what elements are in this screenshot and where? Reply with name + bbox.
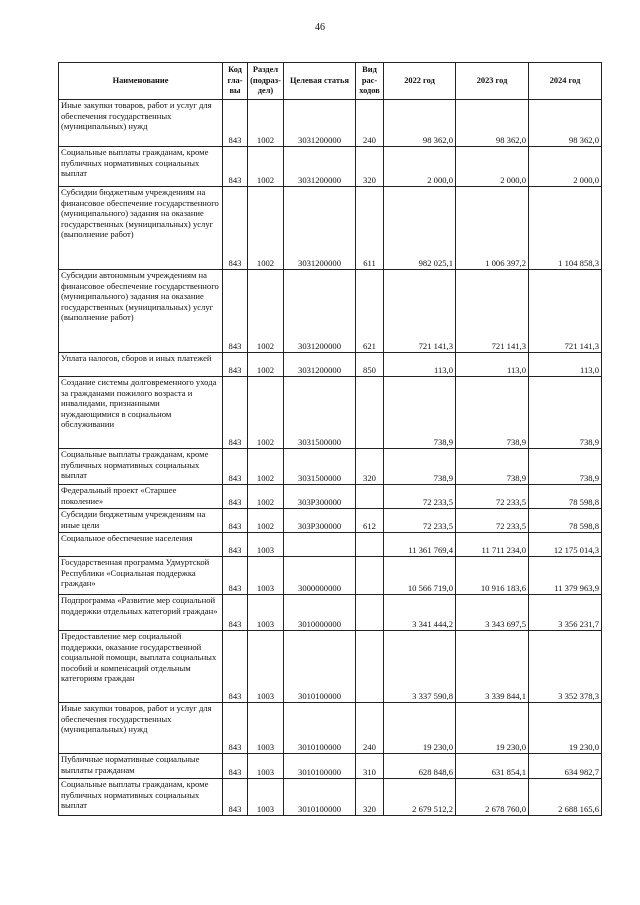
header-2022: 2022 год xyxy=(384,63,456,100)
cell-name: Социальные выплаты гражданам, кроме публичных нормативных социальных выплат xyxy=(59,449,223,485)
table-row xyxy=(59,754,602,779)
cell-y2022: 2 679 512,2 xyxy=(384,779,456,816)
cell-razdel: 1003 xyxy=(248,631,284,703)
cell-vid: 320 xyxy=(356,147,384,187)
cell-y2024: 78 598,8 xyxy=(529,509,602,533)
table-row xyxy=(59,779,602,816)
cell-statya: 3010100000 xyxy=(284,754,356,779)
cell-y2023: 2 678 760,0 xyxy=(456,779,529,816)
cell-vid xyxy=(356,631,384,703)
cell-vid: 240 xyxy=(356,100,384,147)
cell-statya: 3031200000 xyxy=(284,353,356,377)
cell-y2024: 2 688 165,6 xyxy=(529,779,602,816)
cell-vid xyxy=(356,595,384,631)
header-kod: Код гла-вы xyxy=(223,63,248,100)
cell-name: Создание системы долговременного ухода за гражданами пожилого возраста и инвалидами, признанными нуждающимися в социальном обслуживании xyxy=(59,377,223,449)
cell-kod: 843 xyxy=(223,595,248,631)
cell-y2022: 98 362,0 xyxy=(384,100,456,147)
cell-y2023: 1 006 397,2 xyxy=(456,187,529,270)
cell-y2024: 3 352 378,3 xyxy=(529,631,602,703)
cell-statya: 3031500000 xyxy=(284,377,356,449)
cell-name: Государственная программа Удмуртской Республики «Социальная поддержка граждан» xyxy=(59,557,223,595)
cell-razdel: 1002 xyxy=(248,353,284,377)
cell-statya: 3000000000 xyxy=(284,557,356,595)
cell-name: Иные закупки товаров, работ и услуг для обеспечения государственных (муниципальных) нужд xyxy=(59,703,223,754)
cell-statya: 3010100000 xyxy=(284,779,356,816)
header-statya: Целевая статья xyxy=(284,63,356,100)
cell-statya: 3031500000 xyxy=(284,449,356,485)
table-row xyxy=(59,485,602,509)
cell-kod: 843 xyxy=(223,270,248,353)
cell-kod: 843 xyxy=(223,754,248,779)
cell-razdel: 1002 xyxy=(248,377,284,449)
cell-y2022: 628 848,6 xyxy=(384,754,456,779)
cell-vid xyxy=(356,533,384,557)
cell-vid: 850 xyxy=(356,353,384,377)
cell-statya: 303P300000 xyxy=(284,509,356,533)
cell-statya: 303P300000 xyxy=(284,485,356,509)
cell-y2023: 3 339 844,1 xyxy=(456,631,529,703)
table-row xyxy=(59,533,602,557)
cell-y2023: 10 916 183,6 xyxy=(456,557,529,595)
cell-razdel: 1003 xyxy=(248,779,284,816)
cell-y2022: 982 025,1 xyxy=(384,187,456,270)
table-header-row xyxy=(59,63,602,100)
cell-kod: 843 xyxy=(223,353,248,377)
cell-y2023: 721 141,3 xyxy=(456,270,529,353)
cell-y2024: 12 175 014,3 xyxy=(529,533,602,557)
cell-y2022: 721 141,3 xyxy=(384,270,456,353)
cell-vid: 320 xyxy=(356,779,384,816)
cell-kod: 843 xyxy=(223,147,248,187)
cell-razdel: 1002 xyxy=(248,449,284,485)
cell-name: Социальное обеспечение населения xyxy=(59,533,223,557)
cell-statya: 3031200000 xyxy=(284,270,356,353)
cell-statya: 3031200000 xyxy=(284,147,356,187)
cell-y2024: 19 230,0 xyxy=(529,703,602,754)
table-row xyxy=(59,557,602,595)
cell-name: Субсидии бюджетным учреждениям на финансовое обеспечение государственного (муниципального) задания на оказание государственных (муниципальных) услуг (выполнение работ) xyxy=(59,187,223,270)
cell-kod: 843 xyxy=(223,449,248,485)
cell-y2022: 3 341 444,2 xyxy=(384,595,456,631)
cell-vid: 310 xyxy=(356,754,384,779)
cell-statya: 3010000000 xyxy=(284,595,356,631)
table-row xyxy=(59,353,602,377)
cell-name: Субсидии бюджетным учреждениям на иные цели xyxy=(59,509,223,533)
cell-razdel: 1002 xyxy=(248,485,284,509)
cell-kod: 843 xyxy=(223,631,248,703)
cell-y2024: 78 598,8 xyxy=(529,485,602,509)
cell-y2024: 738,9 xyxy=(529,449,602,485)
cell-y2024: 1 104 858,3 xyxy=(529,187,602,270)
cell-y2022: 3 337 590,8 xyxy=(384,631,456,703)
cell-razdel: 1003 xyxy=(248,754,284,779)
cell-y2023: 98 362,0 xyxy=(456,100,529,147)
cell-name: Подпрограмма «Развитие мер социальной поддержки отдельных категорий граждан» xyxy=(59,595,223,631)
cell-kod: 843 xyxy=(223,187,248,270)
cell-y2022: 738,9 xyxy=(384,377,456,449)
cell-razdel: 1002 xyxy=(248,270,284,353)
cell-y2024: 2 000,0 xyxy=(529,147,602,187)
cell-kod: 843 xyxy=(223,557,248,595)
cell-y2023: 11 711 234,0 xyxy=(456,533,529,557)
header-2024: 2024 год xyxy=(529,63,602,100)
cell-vid: 240 xyxy=(356,703,384,754)
cell-name: Социальные выплаты гражданам, кроме публичных нормативных социальных выплат xyxy=(59,779,223,816)
cell-y2022: 2 000,0 xyxy=(384,147,456,187)
header-razdel: Раздел (подраз-дел) xyxy=(248,63,284,100)
cell-razdel: 1002 xyxy=(248,100,284,147)
cell-razdel: 1002 xyxy=(248,187,284,270)
cell-y2024: 634 982,7 xyxy=(529,754,602,779)
cell-name: Федеральный проект «Старшее поколение» xyxy=(59,485,223,509)
cell-y2023: 2 000,0 xyxy=(456,147,529,187)
cell-vid: 621 xyxy=(356,270,384,353)
table-row xyxy=(59,270,602,353)
cell-y2023: 113,0 xyxy=(456,353,529,377)
cell-vid xyxy=(356,377,384,449)
cell-razdel: 1003 xyxy=(248,533,284,557)
cell-vid xyxy=(356,485,384,509)
cell-y2022: 10 566 719,0 xyxy=(384,557,456,595)
cell-y2023: 19 230,0 xyxy=(456,703,529,754)
cell-y2022: 19 230,0 xyxy=(384,703,456,754)
header-vid: Вид рас-ходов xyxy=(356,63,384,100)
budget-table xyxy=(58,62,602,816)
cell-statya: 3031200000 xyxy=(284,187,356,270)
header-name: Наименование xyxy=(59,63,223,100)
cell-razdel: 1003 xyxy=(248,595,284,631)
cell-y2022: 72 233,5 xyxy=(384,509,456,533)
cell-y2024: 113,0 xyxy=(529,353,602,377)
cell-statya: 3010100000 xyxy=(284,631,356,703)
cell-y2022: 738,9 xyxy=(384,449,456,485)
cell-statya xyxy=(284,533,356,557)
cell-y2024: 98 362,0 xyxy=(529,100,602,147)
cell-statya: 3010100000 xyxy=(284,703,356,754)
cell-y2022: 72 233,5 xyxy=(384,485,456,509)
cell-kod: 843 xyxy=(223,100,248,147)
cell-y2022: 113,0 xyxy=(384,353,456,377)
cell-razdel: 1002 xyxy=(248,509,284,533)
cell-kod: 843 xyxy=(223,485,248,509)
cell-vid xyxy=(356,557,384,595)
cell-name: Иные закупки товаров, работ и услуг для обеспечения государственных (муниципальных) нужд xyxy=(59,100,223,147)
cell-name: Предоставление мер социальной поддержки, оказание государственной социальной помощи, выплата социальных пособий и компенсаций отдельным категориям граждан xyxy=(59,631,223,703)
cell-kod: 843 xyxy=(223,377,248,449)
table-row xyxy=(59,703,602,754)
cell-name: Социальные выплаты гражданам, кроме публичных нормативных социальных выплат xyxy=(59,147,223,187)
cell-kod: 843 xyxy=(223,509,248,533)
cell-razdel: 1002 xyxy=(248,147,284,187)
cell-kod: 843 xyxy=(223,533,248,557)
page-number: 46 xyxy=(315,22,325,33)
cell-kod: 843 xyxy=(223,779,248,816)
table-row xyxy=(59,509,602,533)
table-row xyxy=(59,187,602,270)
table-row xyxy=(59,147,602,187)
cell-y2022: 11 361 769,4 xyxy=(384,533,456,557)
header-2023: 2023 год xyxy=(456,63,529,100)
cell-y2023: 72 233,5 xyxy=(456,485,529,509)
table-row xyxy=(59,377,602,449)
cell-y2023: 738,9 xyxy=(456,449,529,485)
cell-statya: 3031200000 xyxy=(284,100,356,147)
cell-y2023: 3 343 697,5 xyxy=(456,595,529,631)
cell-name: Субсидии автономным учреждениям на финансовое обеспечение государственного (муниципального) задания на оказание государственных (муниципальных) услуг (выполнение работ) xyxy=(59,270,223,353)
cell-vid: 320 xyxy=(356,449,384,485)
table-row xyxy=(59,631,602,703)
cell-name: Уплата налогов, сборов и иных платежей xyxy=(59,353,223,377)
table-row xyxy=(59,449,602,485)
cell-y2024: 721 141,3 xyxy=(529,270,602,353)
cell-y2024: 11 379 963,9 xyxy=(529,557,602,595)
table-row xyxy=(59,595,602,631)
cell-vid: 611 xyxy=(356,187,384,270)
cell-y2024: 738,9 xyxy=(529,377,602,449)
cell-vid: 612 xyxy=(356,509,384,533)
cell-kod: 843 xyxy=(223,703,248,754)
table-row xyxy=(59,100,602,147)
cell-razdel: 1003 xyxy=(248,557,284,595)
cell-y2023: 738,9 xyxy=(456,377,529,449)
cell-y2023: 72 233,5 xyxy=(456,509,529,533)
cell-y2023: 631 854,1 xyxy=(456,754,529,779)
cell-name: Публичные нормативные социальные выплаты гражданам xyxy=(59,754,223,779)
cell-razdel: 1003 xyxy=(248,703,284,754)
cell-y2024: 3 356 231,7 xyxy=(529,595,602,631)
